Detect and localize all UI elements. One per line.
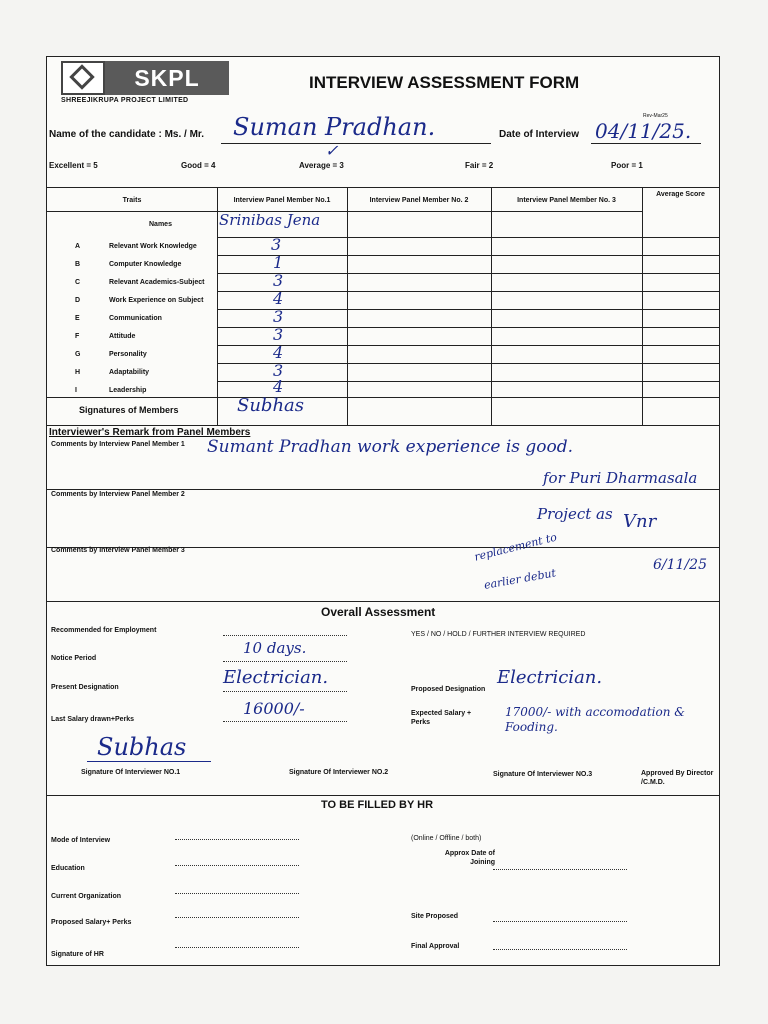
sig-interviewer-2: Signature Of Interviewer NO.2 <box>289 769 389 776</box>
header-panel-1: Interview Panel Member No.1 <box>233 197 331 204</box>
hr-signature-label: Signature of HR <box>51 951 104 958</box>
sig-interviewer-1: Signature Of Interviewer NO.1 <box>81 769 181 776</box>
current-org-label: Current Organization <box>51 893 122 900</box>
expected-salary-label: Expected Salary + Perks <box>411 710 472 726</box>
company-name: SHREEJIKRUPA PROJECT LIMITED <box>61 97 189 104</box>
final-approval-field[interactable] <box>493 949 627 950</box>
candidate-name-value: Suman Pradhan. <box>233 113 436 141</box>
last-salary-value: 16000/- <box>243 699 305 718</box>
interviewer-1-signature: Subhas <box>97 733 187 761</box>
scale-fair: Fair = 2 <box>465 161 494 170</box>
score-e: 3 <box>273 307 284 326</box>
expected-salary-value: 17000/- with accomodation & Fooding. <box>505 705 685 734</box>
names-label: Names <box>149 221 172 228</box>
recommended-label: Recommended for Employment <box>51 627 157 634</box>
education-label: Education <box>51 865 85 872</box>
candidate-label: Name of the candidate : Ms. / Mr. <box>49 129 205 140</box>
check-mark-icon: ✓ <box>325 141 339 160</box>
notice-value: 10 days. <box>243 639 307 657</box>
overall-title: Overall Assessment <box>321 605 436 619</box>
final-approval-label: Final Approval <box>411 943 460 950</box>
form-title: INTERVIEW ASSESSMENT FORM <box>309 73 580 92</box>
date-label: Date of Interview <box>499 129 580 140</box>
form-sheet: SKPL SHREEJIKRUPA PROJECT LIMITED INTERVIEW ASSESSMENT FORM Rev-Mar25 Name of the candidate : Ms. / Mr. Suman Pradhan. Date of Interview 04/11/25. Excellent = 5 Good = 4 Average = 3 ✓ Fair = 2 Poor = 1 Traits Interview Panel Member No.1 Interview Panel Member No. 2 Interview Panel Member No. 3 Average Score Names Srinibas Jena A Relevant Work Knowledge 3 B Computer Knowledge 1 C Relevant Academics-Subject 3 D Work Experience on Subject 4 E Communication 3 F Attitude 3 G Personality 4 H Adaptability 3 I Leadership 4 Signatures of Members Subhas Interviewer's Remark from Panel Members Comments by Interview Panel Member 1 Sumant Pradhan work experience is good. Comments by Interview Panel Member 2 for Puri Dharmasala Project as Vnr Comments by Interview Panel Member 3 replacement to earlier debut 6/11/25 Overall Assessment Recommended for Employment YES / NO / HOLD / FURTHER INTERVIEW REQUIRED Notice Period 10 days. Present Designation Electrician. Proposed Designation Electrician. Last Salary drawn+Perks 16000/- Expected Salary + Perks 17000/- with accomodation & Fooding. Subhas Signature Of Interviewer NO.1 Signature Of Interviewer NO.2 Signature Of Interviewer NO.3 Approved By Director /C.M.D. TO BE FILLED BY HR Mode of Interview (Online / Offline / both) Approx Date of Joining Education Current Organization Proposed Salary+ Perks Site Proposed Signature of HR Final Approval <box>46 56 720 966</box>
approved-by: Approved By Director /C.M.D. <box>641 770 714 786</box>
header-panel-2: Interview Panel Member No. 2 <box>369 197 469 204</box>
proposed-salary-field[interactable] <box>175 917 299 918</box>
signatures-label: Signatures of Members <box>79 405 179 415</box>
comment-1-text: Sumant Pradhan work experience is good. <box>207 437 574 457</box>
proposed-designation-value: Electrician. <box>497 667 603 688</box>
joining-label: Approx Date of Joining <box>444 850 495 866</box>
proposed-designation-label: Proposed Designation <box>411 686 486 693</box>
header-average: Average Score <box>656 191 705 198</box>
notice-label: Notice Period <box>51 655 97 662</box>
score-h: 3 <box>273 361 284 380</box>
recommended-field[interactable] <box>223 635 347 636</box>
scale-average: Average = 3 <box>299 161 344 170</box>
logo-mark-icon <box>61 61 105 95</box>
recommend-options: YES / NO / HOLD / FURTHER INTERVIEW REQUIRED <box>411 631 586 638</box>
header-panel-3: Interview Panel Member No. 3 <box>517 197 616 204</box>
sig-interviewer-3: Signature Of Interviewer NO.3 <box>493 771 593 778</box>
logo-text: SKPL <box>105 61 229 95</box>
revision: Rev-Mar25 <box>643 113 668 119</box>
last-salary-label: Last Salary drawn+Perks <box>51 716 135 723</box>
comment-1-line2: for Puri Dharmasala <box>543 469 698 487</box>
scale-good: Good = 4 <box>181 161 216 170</box>
comment-1-date: 6/11/25 <box>653 557 707 573</box>
joining-field[interactable] <box>493 869 627 870</box>
panel-1-name: Srinibas Jena <box>219 211 321 229</box>
mode-label: Mode of Interview <box>51 837 111 844</box>
company-logo <box>61 61 229 95</box>
comment-2-label: Comments by Interview Panel Member 2 <box>51 491 185 498</box>
panel-1-signature: Subhas <box>237 395 305 416</box>
hr-signature-field[interactable] <box>175 947 299 948</box>
candidate-underline <box>221 143 491 144</box>
header-traits: Traits <box>122 197 142 204</box>
remarks-title: Interviewer's Remark from Panel Members <box>49 427 251 438</box>
score-g: 4 <box>273 343 284 362</box>
comment-1-signature: Vnr <box>623 511 657 532</box>
mode-options: (Online / Offline / both) <box>411 835 482 842</box>
score-f: 3 <box>273 325 284 344</box>
present-designation-value: Electrician. <box>223 667 329 688</box>
comment-3-label: Comments by Interview Panel Member 3 <box>51 547 185 554</box>
site-label: Site Proposed <box>411 913 459 920</box>
date-value: 04/11/25. <box>595 119 692 143</box>
hr-title: TO BE FILLED BY HR <box>321 799 434 811</box>
scale-poor: Poor = 1 <box>611 161 643 170</box>
comment-1-label: Comments by Interview Panel Member 1 <box>51 441 185 448</box>
current-org-field[interactable] <box>175 893 299 894</box>
score-b: 1 <box>273 253 284 272</box>
comment-1-line3: Project as <box>537 505 613 523</box>
present-designation-label: Present Designation <box>51 684 119 691</box>
education-field[interactable] <box>175 865 299 866</box>
comment-1-line5: earlier debut <box>483 566 557 592</box>
scale-excellent: Excellent = 5 <box>49 161 98 170</box>
mode-field[interactable] <box>175 839 299 840</box>
date-underline <box>591 143 701 144</box>
score-i: 4 <box>273 377 284 396</box>
score-a: 3 <box>271 235 282 254</box>
site-field[interactable] <box>493 921 627 922</box>
table-top-line <box>47 187 719 188</box>
score-c: 3 <box>273 271 284 290</box>
comment-1-line4: replacement to <box>473 530 559 564</box>
proposed-salary-label: Proposed Salary+ Perks <box>51 919 132 926</box>
score-d: 4 <box>273 289 284 308</box>
